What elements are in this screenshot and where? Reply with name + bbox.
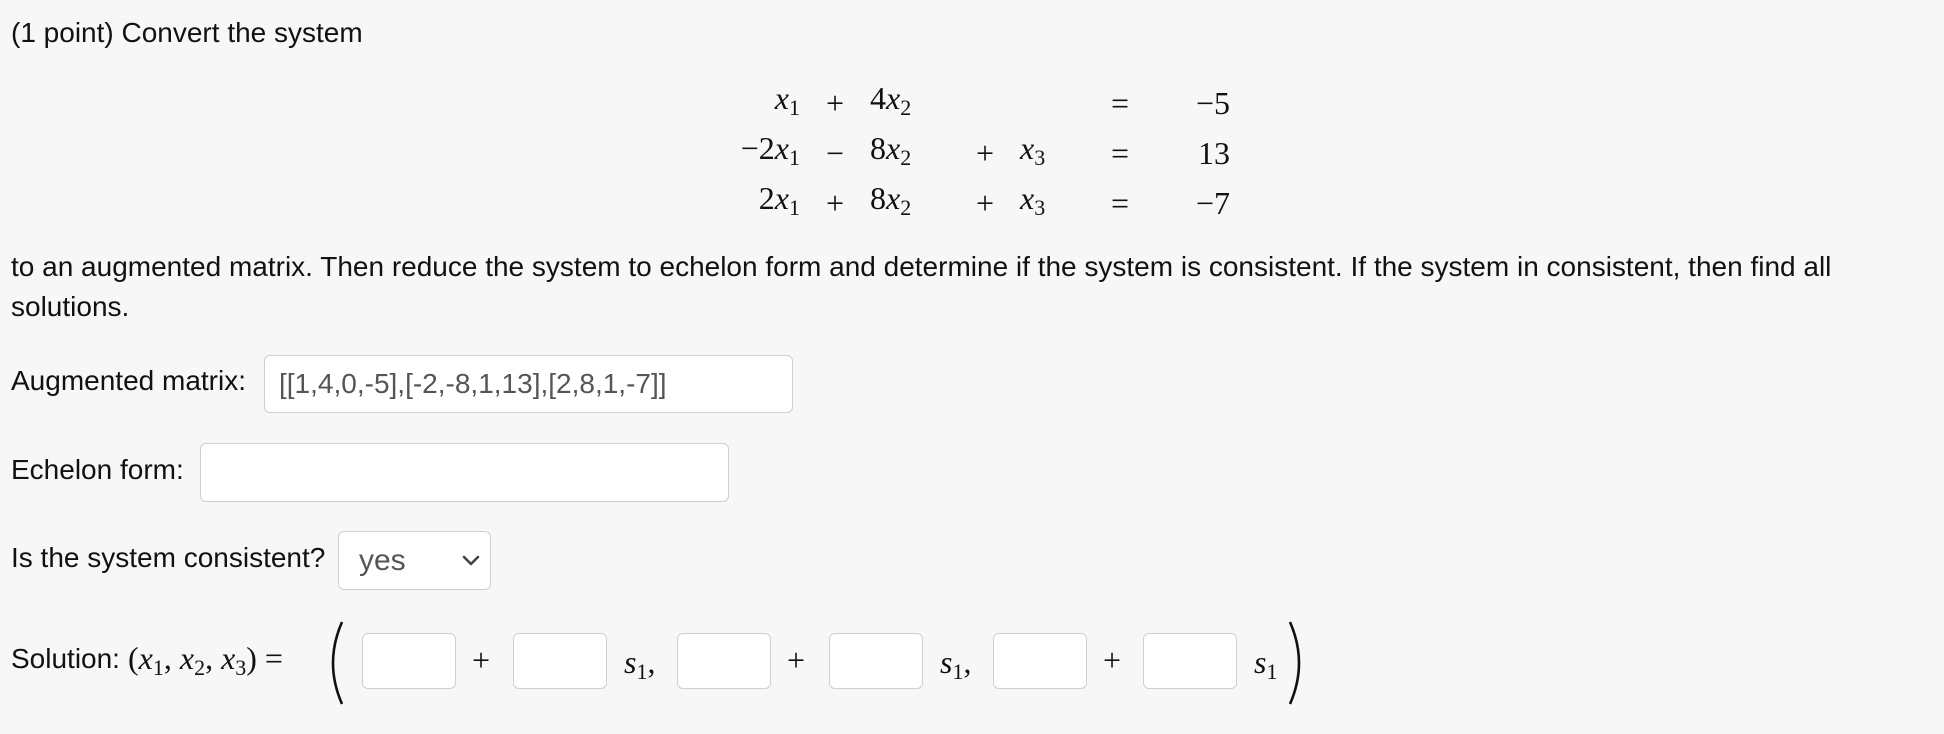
eq1-equals: = — [1110, 85, 1130, 121]
eq3-op2: + — [975, 185, 995, 221]
equation-system — [720, 78, 1230, 228]
eq2-term1: $-2x_1$ — [740, 130, 800, 170]
eq2-op1: − — [825, 135, 845, 171]
right-paren-icon — [1284, 618, 1314, 708]
eq1-term1: $x_1$ — [774, 80, 800, 120]
eq2-term2: $8x_2$ — [870, 130, 912, 170]
eq1-op1: + — [825, 85, 845, 121]
solution-x3-s1-coefficient-input[interactable] — [1143, 633, 1237, 689]
s1-variable: $s_1$ — [1254, 644, 1278, 684]
eq3-rhs: −7 — [1195, 185, 1230, 221]
s1-variable: $s_1$, — [940, 644, 972, 684]
eq3-term2: $8x_2$ — [870, 180, 912, 220]
solution-vector-lhs: ($x_1$, $x_2$, $x_3$) = — [128, 640, 283, 680]
plus-sign: + — [1103, 642, 1122, 678]
eq3-equals: = — [1110, 185, 1130, 221]
eq3-op1: + — [825, 185, 845, 221]
solution-x3-constant-input[interactable] — [993, 633, 1087, 689]
left-paren-icon — [318, 618, 348, 708]
consistent-select[interactable] — [338, 531, 491, 590]
consistent-selected-value: yes — [359, 543, 406, 577]
eq1-term2: $4x_2$ — [870, 80, 912, 120]
eq2-op2: + — [975, 135, 995, 171]
question-continuation-line1: to an augmented matrix. Then reduce the system to echelon form and determine if the system is consistent. If the system in consistent, then find all — [11, 251, 1832, 282]
augmented-matrix-input[interactable] — [264, 355, 793, 413]
plus-sign: + — [787, 642, 806, 678]
eq3-term1: $2x_1$ — [758, 180, 800, 220]
solution-x2-constant-input[interactable] — [677, 633, 771, 689]
question-intro: (1 point) Convert the system — [11, 17, 363, 48]
eq2-term3: $x_3$ — [1020, 130, 1046, 170]
echelon-form-input[interactable] — [200, 443, 729, 502]
solution-x1-constant-input[interactable] — [362, 633, 456, 689]
solution-x1-s1-coefficient-input[interactable] — [513, 633, 607, 689]
s1-variable: $s_1$, — [624, 644, 656, 684]
augmented-matrix-value: [[1,4,0,-5],[-2,-8,1,13],[2,8,1,-7]] — [279, 368, 667, 399]
augmented-matrix-label: Augmented matrix: — [11, 365, 246, 396]
solution-label: Solution: — [11, 643, 120, 674]
echelon-form-label: Echelon form: — [11, 454, 184, 485]
plus-sign: + — [472, 642, 491, 678]
consistent-label: Is the system consistent? — [11, 542, 326, 573]
chevron-down-icon — [462, 555, 480, 567]
eq2-equals: = — [1110, 135, 1130, 171]
eq2-rhs: 13 — [1198, 135, 1230, 171]
solution-x2-s1-coefficient-input[interactable] — [829, 633, 923, 689]
eq1-rhs: −5 — [1195, 85, 1230, 121]
eq3-term3: $x_3$ — [1020, 180, 1046, 220]
question-continuation-line2: solutions. — [11, 291, 130, 322]
